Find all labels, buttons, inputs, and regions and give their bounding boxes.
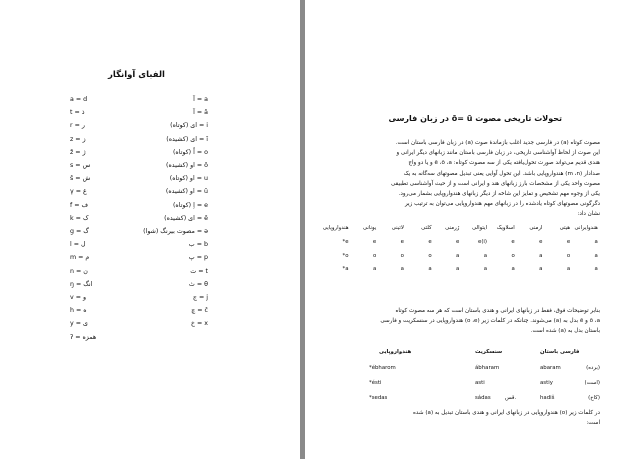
comparison-cell: e(i) [478, 239, 488, 245]
alphabet-entry-right: ō = او (کشیده) [166, 162, 208, 169]
left-page [0, 0, 300, 459]
alphabet-entry-right: i = ای (کوتاه) [170, 122, 208, 130]
examples-header-op: فارسی باستان [540, 349, 580, 355]
alphabet-entry-right: ū = او (کشیده) [165, 188, 208, 196]
alphabet-entry-left: ʔ = همزه [70, 333, 97, 341]
right-page [305, 0, 622, 459]
example-ie: *ébharom [369, 365, 396, 371]
alphabet-entry-right: ī = ای (کشیده) [166, 135, 208, 143]
comparison-table [322, 225, 602, 276]
comparison-header-cell: ایتوالی [472, 225, 488, 231]
examples-header-skt: سنسکریت [475, 349, 503, 355]
paragraph-2 [325, 306, 600, 337]
example-gloss: (است) [584, 380, 600, 386]
alphabet-entry-left: t = ذ [70, 109, 85, 117]
paragraph-line: بنابر توضیحات فوق، فقط در زبانهای ایرانی و هندی باستان است که هر سه مصوت کوتاه [395, 308, 600, 314]
example-skt: ábharam [475, 365, 500, 371]
example-skt: asti [475, 380, 485, 386]
comparison-cell: e [566, 239, 571, 245]
paragraph-line: یکی از وجوه مهم تشخیص و تمایز این شاخه از دیگر زبانهای هندواروپایی بشمار می‌رود. [398, 190, 600, 197]
alphabet-entry-right: θ = ث [188, 280, 208, 288]
comparison-cell: a [539, 253, 543, 259]
alphabet-entry-right: u = او (کوتاه) [169, 175, 208, 183]
example-ie: *sedas [369, 395, 388, 401]
alphabet-entry-left: γ = غ [70, 188, 87, 196]
comparison-cell: a [511, 266, 515, 272]
alphabet-entry-right: ə = مصوت بیرنگ (شوا) [143, 228, 208, 235]
paragraph-line: ō ،a و ē بدل به (a) می‌شوند. چنانکه در کلمات زیر (o ،e) هندواروپایی در سنسکریت و فارسی [380, 318, 600, 325]
alphabet-entry-left: a = d [70, 96, 88, 103]
alphabet-entry-left: š = ش [70, 175, 91, 183]
comparison-cell: e [400, 239, 404, 245]
alphabet-entry-left: r = ر [70, 122, 85, 130]
example-op: astiy [540, 380, 553, 386]
examples-header-ie: هندواروپایی [379, 349, 412, 355]
comparison-header-cell: یونانی [362, 225, 377, 231]
comparison-cell: *a [342, 266, 349, 272]
comparison-cell: o [511, 253, 515, 259]
alphabet-entry-left: h = ه [70, 307, 87, 315]
comparison-header-cell: ژرمنی [445, 225, 460, 231]
comparison-header-cell: ارمنی [529, 225, 543, 231]
example-op: hadiš [540, 395, 555, 401]
alphabet-entry-right: e = اِ (کوتاه) [172, 201, 208, 209]
paragraph-3 [325, 408, 600, 428]
paragraph-line: مصوت واحد یکی از مشخصات بارز زبانهای هند و ایرانی است و از حیث آواشناسی تطبیقی [391, 180, 600, 187]
comparison-cell: o [428, 253, 432, 259]
alphabet-entry-left: l = ل [70, 241, 86, 249]
comparison-header-cell: لاتینی [391, 225, 404, 231]
paragraph-line: است: [586, 420, 600, 427]
alphabet-entry-left: v = و [70, 294, 87, 301]
comparison-cell: a [428, 266, 432, 272]
paragraph-line: مصوت کوتاه (a) در فارسی جدید اغلب بازماندهٔ صوت (a) در زبان فارسی باستان است. [395, 140, 600, 146]
comparison-cell: a [483, 253, 488, 259]
comparison-header-cell: هندوایرانی [574, 225, 598, 231]
alphabet-entry-right: ā = آ [193, 109, 208, 117]
comparison-cell: *e [342, 239, 349, 245]
comparison-cell: e [456, 239, 460, 245]
alphabet-entry-right: č = چ [191, 307, 208, 315]
alphabet-entry-left: ž = ژ [70, 148, 86, 156]
comparison-cell: a [483, 266, 488, 272]
alphabet-entry-left: g = گ [70, 228, 89, 235]
comparison-cell: a [456, 266, 460, 272]
comparison-cell: *o [342, 253, 349, 259]
comparison-cell: a [456, 253, 460, 259]
comparison-header-cell: کلتی [421, 225, 432, 231]
alphabet-entry-left: n = ن [70, 267, 88, 275]
alphabet-entry-right: o = اُ (کوتاه) [172, 148, 208, 156]
alphabet-entry-right: j = ج [192, 294, 208, 301]
alphabet-entry-left: m = م [70, 254, 90, 262]
alphabet-entry-right: t = ت [190, 267, 208, 275]
comparison-cell: e [372, 239, 377, 245]
alphabet-entry-left: s = س [70, 162, 91, 169]
paragraph-line: هندی قدیم می‌تواند صورت تحول‌یافته یکی از سه مصوت کوتاه: ē ،ō ،a و یا دو واج [408, 160, 600, 167]
comparison-cell: a [594, 266, 598, 272]
comparison-cell: e [539, 239, 543, 245]
example-op: abaram [540, 365, 561, 371]
paragraph-line: نشان داد: [577, 211, 600, 218]
alphabet-entry-right: x = خ [190, 320, 208, 328]
chapter-title: تحولات تاریخی مصوت ō= ū در زبان فارسی [388, 114, 562, 123]
example-ie: *ésti [369, 380, 382, 386]
alphabet-entry-left: y = ی [70, 320, 88, 328]
comparison-cell: a [400, 266, 404, 272]
paragraph-line: دگرگونی مصوتهای کوتاه یادشده را در زبانهای مهم هندواروپایی می‌توان به ترتیب زیر [404, 201, 600, 208]
comparison-cell: a [539, 266, 543, 272]
example-gloss: (برده) [586, 365, 600, 371]
examples-table [325, 350, 602, 410]
comparison-header-cell: هیتی [559, 225, 571, 231]
alphabet-entry-right: ē = ای (کشیده) [164, 214, 208, 222]
alphabet-entry-left: k = ک [70, 214, 89, 222]
alphabet-entry-right: p = پ [188, 254, 208, 262]
alphabet-title: الفبای آوانگار [108, 70, 165, 80]
comparison-header-cell: هندواروپایی [322, 225, 349, 231]
example-note: قس. [505, 395, 517, 401]
paragraph-line: در کلمات زیر (o) هندواروپایی در زبانهای ایرانی و هندی باستان تبدیل به (a) شده [412, 410, 600, 416]
comparison-cell: e [428, 239, 432, 245]
comparison-cell: o [400, 253, 404, 259]
example-gloss: (کاخ) [588, 395, 600, 401]
comparison-cell: a [594, 253, 598, 259]
comparison-header-cell: اسلاویک [496, 225, 515, 231]
alphabet-entry-left: f = ف [70, 201, 89, 209]
paragraph-line: این صوت از لحاظ آواشناسی تاریخی، در زبان فارسی باستان مانند زبانهای دیگر ایرانی و [396, 150, 600, 157]
alphabet-entry-left: z = ز [70, 135, 86, 143]
alphabet-entry-right: b = ب [188, 241, 208, 249]
comparison-cell: o [372, 253, 377, 259]
comparison-cell: a [566, 266, 571, 272]
paragraph-1 [325, 138, 600, 220]
comparison-cell: o [566, 253, 571, 259]
comparison-cell: a [372, 266, 377, 272]
comparison-cell: e [511, 239, 515, 245]
alphabet-entry-right: a = آ [193, 96, 208, 103]
paragraph-line: صدادار (m ،n) هندواروپایی باشد. این تحول آوایی یعنی تبدیل مصوتهای سه‌گانه به یک [403, 170, 600, 177]
paragraph-line: باستان بدل به (a) شده است. [530, 328, 600, 335]
alphabet-entry-left: ŋ = انگ [70, 280, 93, 288]
example-skt: sádas [475, 395, 491, 401]
comparison-cell: a [594, 239, 598, 245]
